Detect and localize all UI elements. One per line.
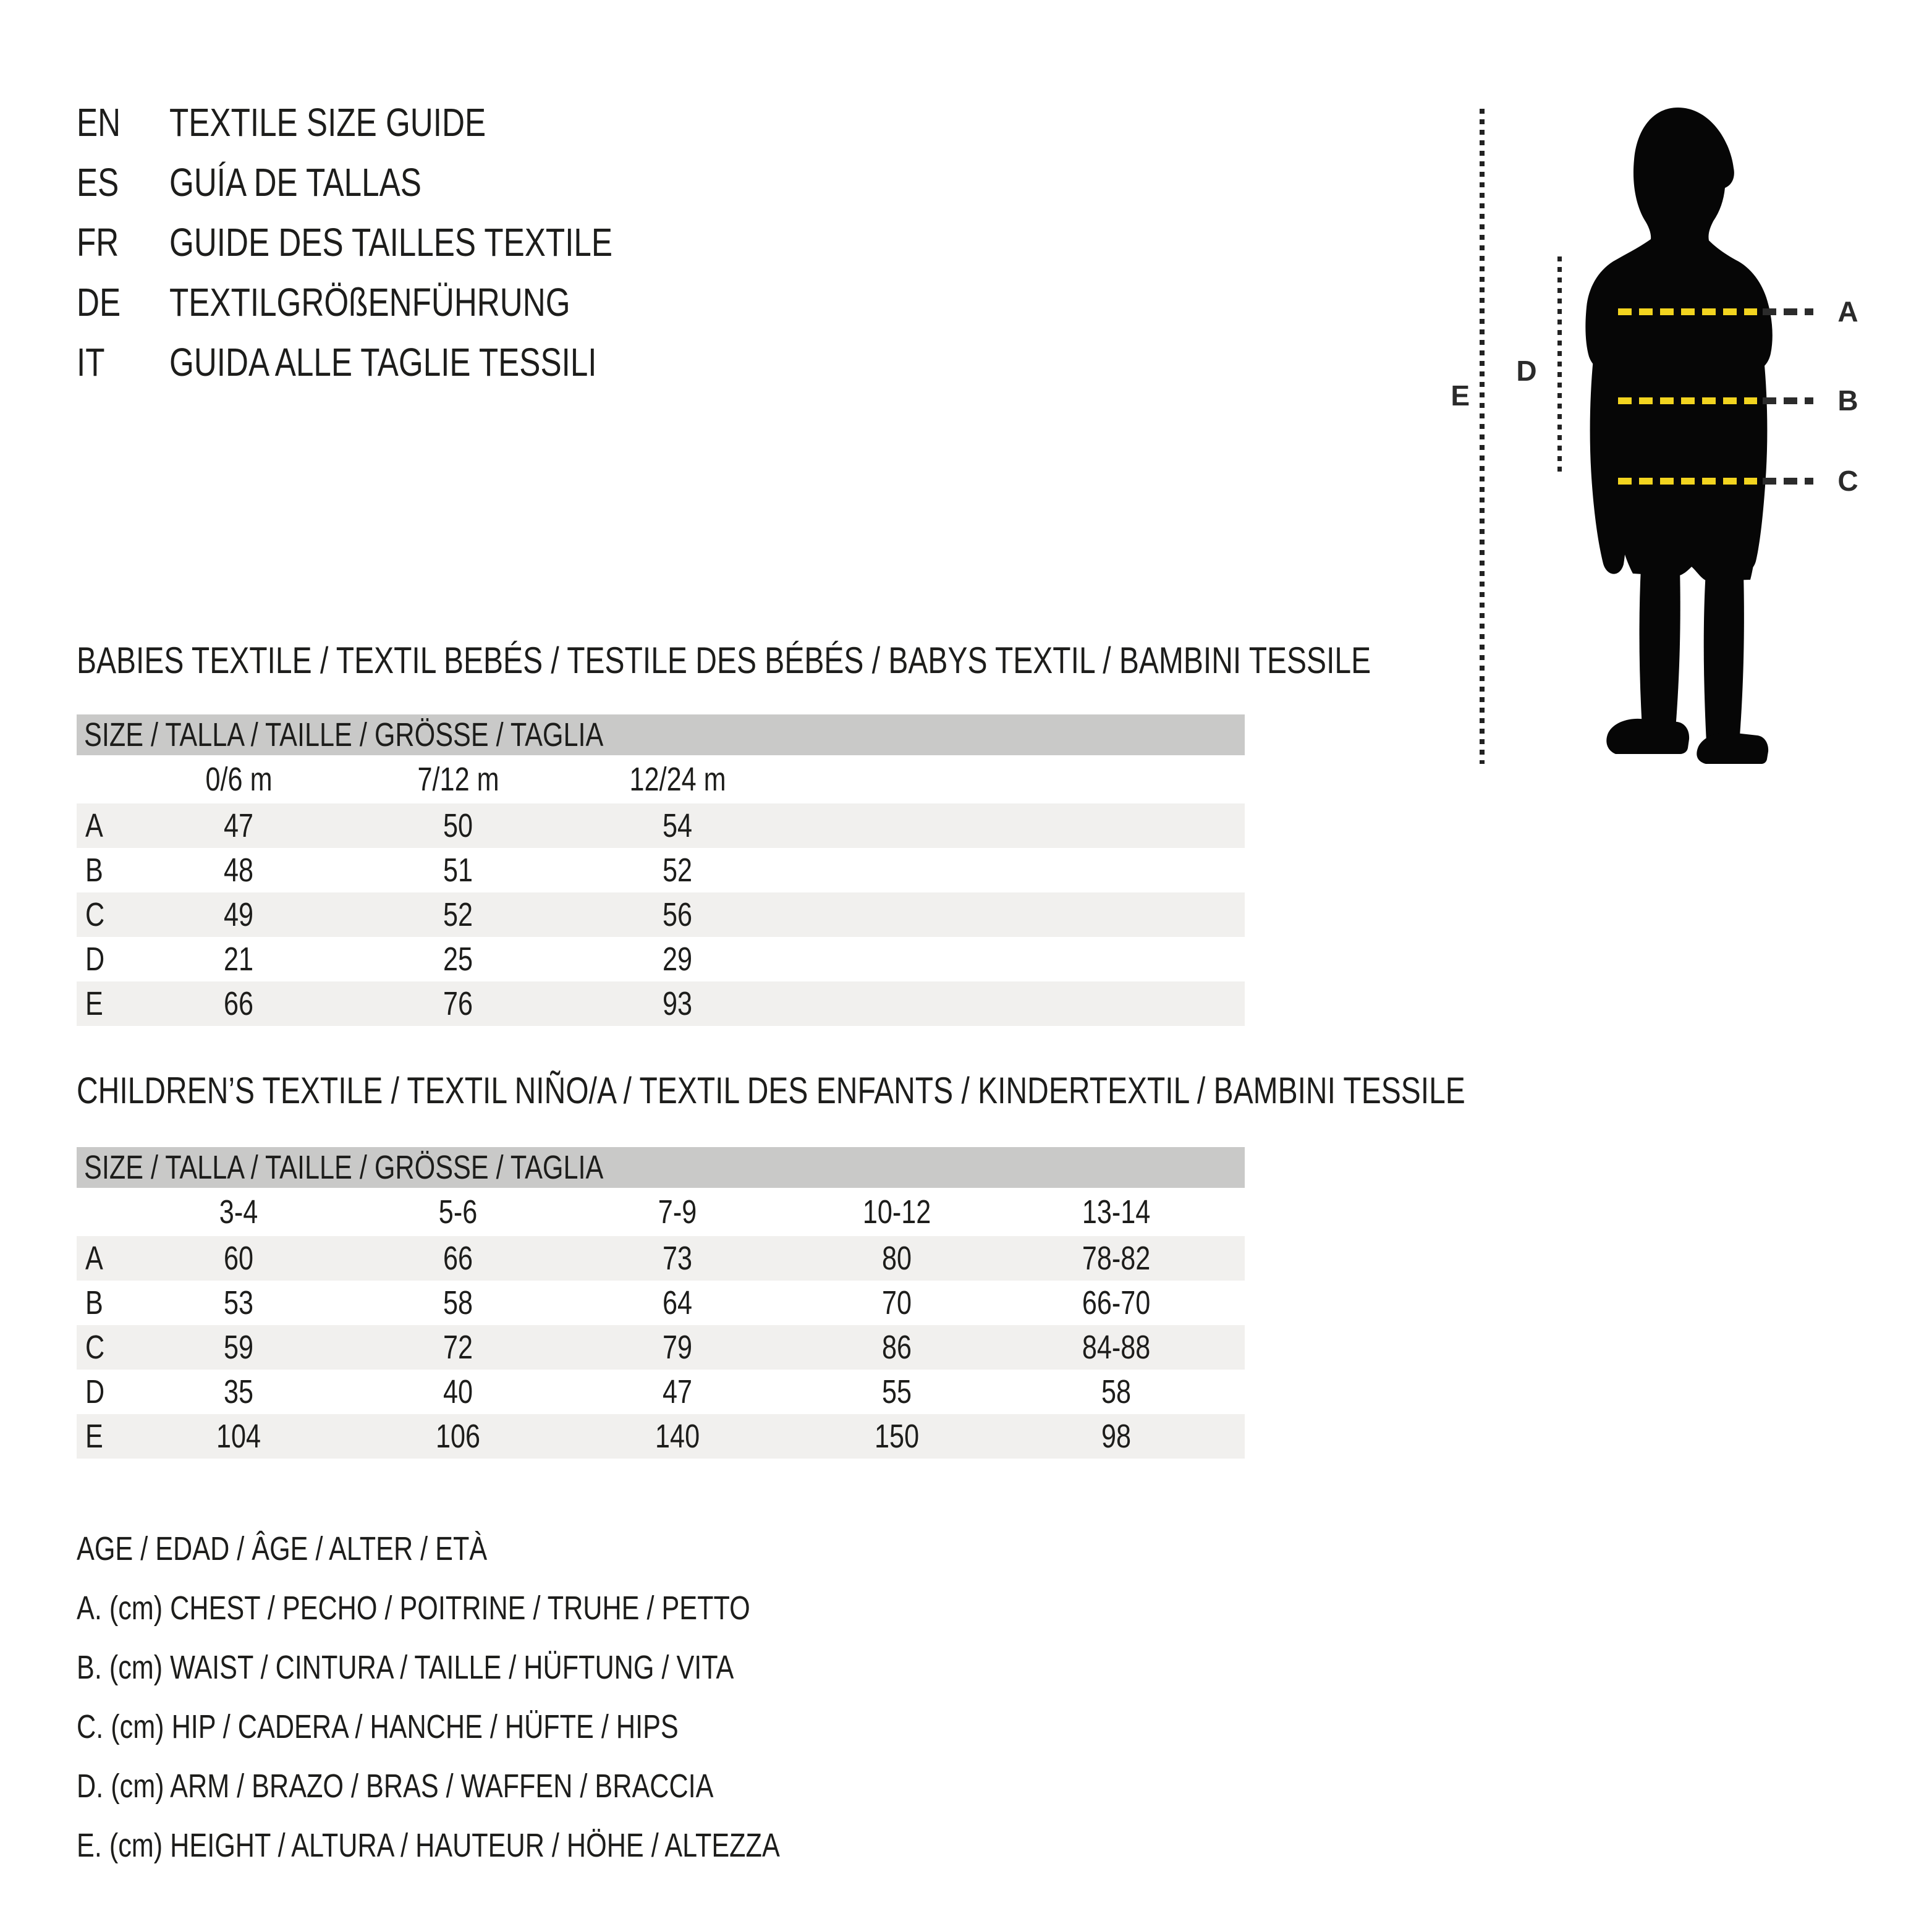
size-cell: 98 — [1101, 1418, 1132, 1455]
language-code: FR — [77, 220, 119, 265]
table-row — [77, 892, 1245, 937]
waist-measure-dash-yellow — [1618, 397, 1757, 404]
legend-line-arm: D. (cm) ARM / BRAZO / BRAS / WAFFEN / BRACCIA — [77, 1768, 714, 1805]
legend-line-height: E. (cm) HEIGHT / ALTURA / HAUTEUR / HÖHE / ALTEZZA — [77, 1827, 780, 1864]
row-label: B — [85, 1284, 103, 1321]
hip-measure-dash-yellow — [1618, 478, 1757, 485]
row-label: B — [85, 852, 103, 889]
language-row-es — [77, 153, 723, 213]
size-cell: 35 — [224, 1373, 254, 1410]
size-cell: 66 — [443, 1240, 473, 1277]
size-cell: 55 — [882, 1373, 912, 1410]
table-row — [77, 1236, 1245, 1281]
waist-measure-dash-dark — [1763, 397, 1813, 404]
measurement-legend — [77, 1519, 955, 1875]
size-cell: 50 — [443, 807, 473, 844]
guide-title-fr: GUIDE DES TAILLES TEXTILE — [169, 220, 613, 265]
size-cell: 58 — [1101, 1373, 1132, 1410]
size-cell: 48 — [224, 852, 254, 889]
size-header-label: SIZE / TALLA / TAILLE / GRÖSSE / TAGLIA — [84, 1149, 604, 1186]
arm-label: D — [1516, 355, 1537, 387]
size-cell: 60 — [224, 1240, 254, 1277]
babies-table-header-bar — [77, 714, 1245, 755]
column-header: 7-9 — [658, 1193, 697, 1231]
size-cell: 52 — [663, 852, 693, 889]
waist-label: B — [1837, 384, 1858, 417]
size-cell: 73 — [663, 1240, 693, 1277]
legend-line-age: AGE / EDAD / ÂGE / ALTER / ETÀ — [77, 1530, 488, 1567]
size-cell: 80 — [882, 1240, 912, 1277]
language-code: DE — [77, 280, 121, 324]
table-row — [77, 803, 1245, 848]
column-header: 7/12 m — [417, 761, 499, 798]
size-cell: 56 — [663, 896, 693, 933]
legend-line-hip: C. (cm) HIP / CADERA / HANCHE / HÜFTE / HIPS — [77, 1708, 679, 1745]
size-cell: 58 — [443, 1284, 473, 1321]
size-cell: 140 — [655, 1418, 700, 1455]
row-label: A — [85, 1240, 103, 1277]
size-header-label: SIZE / TALLA / TAILLE / GRÖSSE / TAGLIA — [84, 716, 604, 753]
language-row-fr — [77, 213, 723, 273]
size-cell: 51 — [443, 852, 473, 889]
babies-size-table — [77, 714, 1245, 1026]
size-cell: 25 — [443, 941, 473, 978]
column-header: 13-14 — [1082, 1193, 1151, 1231]
children-column-header-row — [77, 1188, 1245, 1236]
size-cell: 29 — [663, 941, 693, 978]
size-cell: 79 — [663, 1329, 693, 1366]
silhouette-left-shoe — [1606, 719, 1689, 754]
row-label: E — [85, 1418, 103, 1455]
children-size-table — [77, 1147, 1245, 1459]
column-header: 3-4 — [219, 1193, 258, 1231]
size-cell: 52 — [443, 896, 473, 933]
table-row — [77, 937, 1245, 981]
column-header: 12/24 m — [629, 761, 726, 798]
size-cell: 104 — [216, 1418, 261, 1455]
guide-title-de: TEXTILGRÖßENFÜHRUNG — [169, 280, 570, 324]
table-row — [77, 1325, 1245, 1370]
legend-line-chest: A. (cm) CHEST / PECHO / POITRINE / TRUHE / PETTO — [77, 1590, 750, 1627]
guide-title-es: GUÍA DE TALLAS — [169, 160, 422, 205]
size-cell: 53 — [224, 1284, 254, 1321]
table-row — [77, 848, 1245, 892]
size-cell: 66 — [224, 985, 254, 1022]
size-cell: 70 — [882, 1284, 912, 1321]
size-cell: 66-70 — [1082, 1284, 1151, 1321]
arm-measure-dotted-line — [1557, 256, 1562, 473]
legend-line-waist: B. (cm) WAIST / CINTURA / TAILLE / HÜFTUNG / VITA — [77, 1649, 734, 1686]
size-cell: 86 — [882, 1329, 912, 1366]
row-label: C — [85, 1329, 105, 1366]
size-cell: 72 — [443, 1329, 473, 1366]
column-header: 5-6 — [439, 1193, 478, 1231]
size-cell: 47 — [663, 1373, 693, 1410]
size-cell: 59 — [224, 1329, 254, 1366]
row-label: E — [85, 985, 103, 1022]
size-cell: 64 — [663, 1284, 693, 1321]
chest-measure-dash-yellow — [1618, 308, 1757, 315]
size-cell: 54 — [663, 807, 693, 844]
language-code: IT — [77, 340, 105, 384]
row-label: A — [85, 807, 103, 844]
size-cell: 93 — [663, 985, 693, 1022]
size-cell: 84-88 — [1082, 1329, 1151, 1366]
table-row — [77, 1281, 1245, 1325]
chest-label: A — [1837, 295, 1858, 328]
height-label: E — [1451, 379, 1470, 412]
row-label: D — [85, 941, 105, 978]
language-code: EN — [77, 100, 121, 145]
language-title-block — [77, 93, 723, 392]
size-cell: 78-82 — [1082, 1240, 1151, 1277]
size-cell: 21 — [224, 941, 254, 978]
language-code: ES — [77, 160, 119, 205]
column-header: 0/6 m — [205, 761, 273, 798]
guide-title-it: GUIDA ALLE TAGLIE TESSILI — [169, 340, 597, 384]
silhouette-right-leg — [1704, 571, 1744, 744]
table-row — [77, 1370, 1245, 1414]
children-table-header-bar — [77, 1147, 1245, 1188]
babies-section-title: BABIES TEXTILE / TEXTIL BEBÉS / TESTILE DES BÉBÉS / BABYS TEXTIL / BAMBINI TESSILE — [77, 640, 1371, 681]
chest-measure-dash-dark — [1763, 308, 1813, 315]
language-row-en — [77, 93, 723, 153]
row-label: C — [85, 896, 105, 933]
size-cell: 47 — [224, 807, 254, 844]
row-label: D — [85, 1373, 105, 1410]
size-cell: 40 — [443, 1373, 473, 1410]
language-row-de — [77, 273, 723, 333]
babies-column-header-row — [77, 755, 1245, 803]
children-section-title: CHILDREN’S TEXTILE / TEXTIL NIÑO/A / TEXTIL DES ENFANTS / KINDERTEXTIL / BAMBINI TESSILE — [77, 1070, 1465, 1111]
guide-title-en: TEXTILE SIZE GUIDE — [169, 100, 486, 145]
size-cell: 150 — [875, 1418, 920, 1455]
column-header: 10-12 — [863, 1193, 931, 1231]
table-row — [77, 1414, 1245, 1459]
table-row — [77, 981, 1245, 1026]
size-cell: 106 — [436, 1418, 481, 1455]
hip-label: C — [1837, 465, 1858, 497]
language-row-it — [77, 333, 723, 392]
size-cell: 49 — [224, 896, 254, 933]
hip-measure-dash-dark — [1763, 478, 1813, 485]
size-cell: 76 — [443, 985, 473, 1022]
